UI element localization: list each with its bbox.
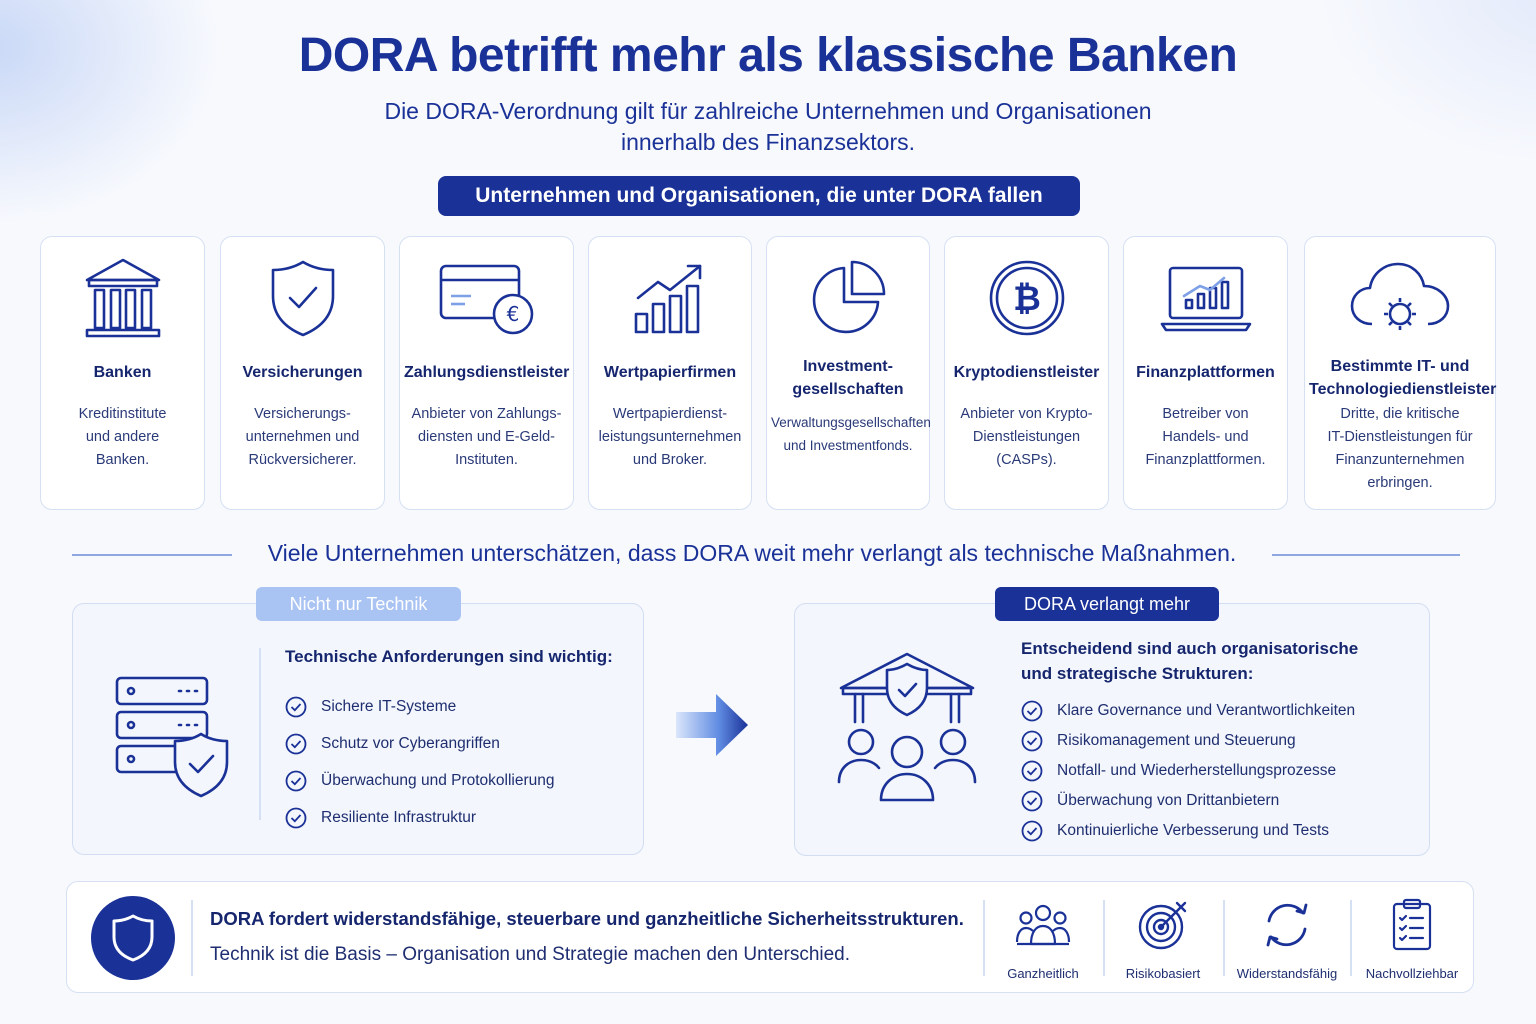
card-title: Finanzplattformen <box>1136 364 1275 381</box>
check-circle-icon <box>285 807 307 829</box>
shield-check-icon <box>221 253 384 343</box>
list-item-text: Sichere IT-Systeme <box>321 697 457 715</box>
category-card-zahlungsdienstleister <box>399 236 574 510</box>
card-desc-line: erbringen. <box>1367 475 1433 491</box>
card-title-line: Technologiedienstleister <box>1309 381 1497 398</box>
check-circle-icon <box>285 696 307 718</box>
page-subtitle <box>300 96 1236 158</box>
card-desc-line: Dritte, die kritische <box>1340 406 1460 422</box>
list-item <box>1021 696 1355 726</box>
card-desc-line: Rückversicherer. <box>248 452 357 468</box>
divider-line-left <box>72 554 232 556</box>
category-card-versicherungen <box>220 236 385 510</box>
card-desc-line: Betreiber von <box>1162 406 1249 422</box>
card-desc-line: Verwaltungsgesellschaften <box>771 415 931 430</box>
check-circle-icon <box>1021 730 1043 752</box>
summary-headline: DORA fordert widerstandsfähige, steuerbare und ganzheitliche Sicherheitsstrukturen. <box>210 908 964 929</box>
target-icon <box>1103 896 1223 954</box>
card-desc-line: Handels- und <box>1162 429 1249 445</box>
subtitle-line-1: Die DORA-Verordnung gilt für zahlreiche Unternehmen und Organisationen <box>384 98 1152 124</box>
arrow-right-icon <box>672 690 752 765</box>
background-decoration-right <box>1296 0 1536 180</box>
feature-separator <box>1223 900 1225 976</box>
panel-separator <box>259 648 261 820</box>
tag-nicht-nur-technik: Nicht nur Technik <box>256 587 461 621</box>
card-title <box>1309 355 1497 401</box>
technical-checklist <box>285 688 555 836</box>
list-item-text: Notfall- und Wiederherstellungsprozesse <box>1057 762 1337 779</box>
technical-requirements-panel <box>72 603 644 855</box>
list-item-text: Schutz vor Cyberangriffen <box>321 734 500 752</box>
card-desc-line: Versicherungs- <box>254 406 351 422</box>
category-card-wertpapierfirmen <box>588 236 752 510</box>
category-card-kryptodienstleister <box>944 236 1109 510</box>
card-title: Versicherungen <box>242 364 363 381</box>
organization-shield-icon <box>833 648 983 813</box>
list-item <box>285 725 555 762</box>
panel-heading <box>1021 636 1358 686</box>
list-item <box>1021 726 1355 756</box>
check-circle-icon <box>1021 700 1043 722</box>
divider-line-right <box>1272 554 1460 556</box>
cloud-gear-icon <box>1305 253 1495 343</box>
list-item-text: Kontinuierliche Verbesserung und Tests <box>1057 822 1329 839</box>
card-description <box>1309 403 1491 495</box>
category-card-banken <box>40 236 205 510</box>
summary-separator <box>191 900 193 976</box>
card-desc-line: (CASPs). <box>996 452 1057 468</box>
check-circle-icon <box>1021 790 1043 812</box>
category-card-it-dienstleister <box>1304 236 1496 510</box>
card-desc-line: Finanzplattformen. <box>1145 452 1266 468</box>
card-description <box>1128 403 1283 472</box>
card-title: Zahlungsdienstleister <box>404 364 570 381</box>
category-card-investmentgesellschaften <box>766 236 930 510</box>
card-desc-line: diensten und E-Geld- <box>417 429 556 445</box>
card-desc-line: Banken. <box>95 452 150 468</box>
card-title-line: Bestimmte IT- und <box>1330 358 1470 375</box>
check-circle-icon <box>1021 760 1043 782</box>
list-item <box>285 688 555 725</box>
card-desc-line: Wertpapierdienst- <box>612 406 728 422</box>
card-title-line: gesellschaften <box>792 381 904 398</box>
list-item <box>285 799 555 836</box>
people-group-icon <box>983 896 1103 954</box>
divider-statement: Viele Unternehmen unterschätzen, dass DORA weit mehr verlangt als technische Maßnahmen. <box>267 540 1237 566</box>
feature-label: Widerstandsfähig <box>1236 966 1338 981</box>
list-item <box>1021 816 1355 846</box>
panel-heading: Technische Anforderungen sind wichtig: <box>285 647 613 666</box>
svg-text:€: € <box>506 302 519 326</box>
card-desc-line: und Broker. <box>632 452 708 468</box>
list-item-text: Klare Governance und Verantwortlichkeiten <box>1057 702 1356 719</box>
list-item <box>285 762 555 799</box>
list-item <box>1021 756 1355 786</box>
feature-ganzheitlich <box>983 896 1103 981</box>
summary-bar <box>66 881 1474 993</box>
category-banner: Unternehmen und Organisationen, die unter DORA fallen <box>438 176 1080 216</box>
panel-heading-line: und strategische Strukturen: <box>1021 664 1254 683</box>
clipboard-checklist-icon <box>1352 896 1472 954</box>
feature-label: Nachvollziehbar <box>1365 966 1459 981</box>
summary-subline: Technik ist die Basis – Organisation und Strategie machen den Unterschied. <box>210 944 851 965</box>
card-title-line: Investment- <box>803 358 893 375</box>
credit-card-euro-icon <box>400 253 573 343</box>
list-item-text: Resiliente Infrastruktur <box>321 808 477 826</box>
page-title: DORA betrifft mehr als klassische Banken <box>298 29 1238 82</box>
bank-icon <box>41 253 204 343</box>
refresh-icon <box>1227 896 1347 954</box>
panel-heading-line: Entscheidend sind auch organisatorische <box>1021 639 1359 658</box>
card-description <box>593 403 747 472</box>
card-desc-line: und Investmentfonds. <box>783 438 913 453</box>
card-desc-line: Dienstleistungen <box>972 429 1081 445</box>
check-circle-icon <box>285 770 307 792</box>
card-desc-line: und andere <box>85 429 160 445</box>
card-desc-line: IT-Dienstleistungen für <box>1327 429 1473 445</box>
card-title: Kryptodienstleister <box>953 364 1100 381</box>
card-desc-line: Anbieter von Krypto- <box>960 406 1093 422</box>
server-shield-icon <box>113 674 233 809</box>
card-desc-line: unternehmen und <box>245 429 360 445</box>
card-description <box>225 403 380 472</box>
check-circle-icon <box>1021 820 1043 842</box>
feature-risikobasiert <box>1103 896 1223 981</box>
list-item-text: Risikomanagement und Steuerung <box>1057 732 1296 749</box>
feature-nachvollziehbar <box>1352 896 1472 981</box>
card-desc-line: Anbieter von Zahlungs- <box>411 406 562 422</box>
card-description <box>45 403 200 472</box>
laptop-chart-icon <box>1124 253 1287 343</box>
feature-label: Risikobasiert <box>1125 966 1201 981</box>
category-card-finanzplattformen <box>1123 236 1288 510</box>
card-title: Wertpapierfirmen <box>603 364 737 381</box>
svg-text:₿: ₿ <box>1012 279 1041 319</box>
list-item-text: Überwachung von Drittanbietern <box>1057 792 1280 809</box>
card-desc-line: leistungsunternehmen <box>598 429 742 445</box>
feature-widerstandsfaehig <box>1227 896 1347 981</box>
card-desc-line: Instituten. <box>455 452 518 468</box>
card-title: Banken <box>93 364 152 381</box>
shield-badge <box>91 896 175 980</box>
pie-chart-icon <box>767 253 929 343</box>
card-description <box>949 403 1104 472</box>
check-circle-icon <box>285 733 307 755</box>
growth-chart-icon <box>589 253 751 343</box>
tag-dora-verlangt-mehr: DORA verlangt mehr <box>995 587 1219 621</box>
card-desc-line: Finanzunternehmen <box>1335 452 1465 468</box>
subtitle-line-2: innerhalb des Finanzsektors. <box>620 129 916 155</box>
card-description <box>771 411 931 457</box>
organizational-requirements-panel <box>794 603 1430 856</box>
card-title <box>771 355 925 401</box>
list-item-text: Überwachung und Protokollierung <box>321 771 555 789</box>
feature-label: Ganzheitlich <box>1007 966 1079 981</box>
shield-icon <box>111 913 155 963</box>
card-desc-line: Kreditinstitute <box>78 406 167 422</box>
organizational-checklist <box>1021 696 1355 846</box>
list-item <box>1021 786 1355 816</box>
bitcoin-icon <box>945 253 1108 343</box>
card-description <box>404 403 569 472</box>
